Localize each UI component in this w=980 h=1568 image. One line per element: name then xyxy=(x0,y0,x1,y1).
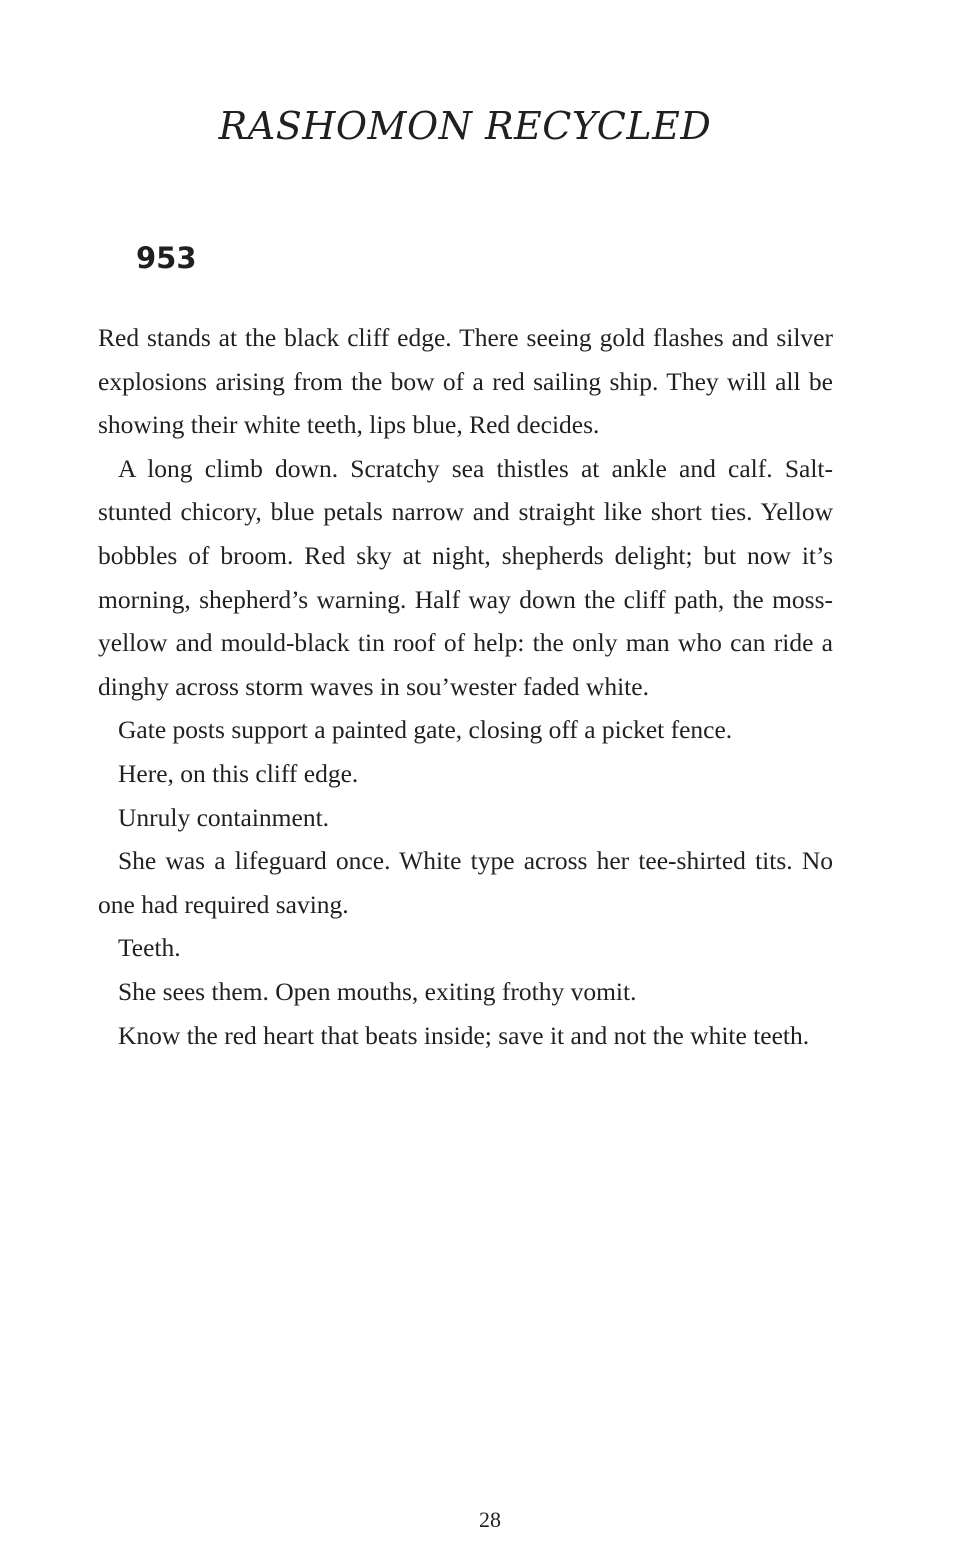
paragraph: Unruly containment. xyxy=(118,802,330,832)
paragraph: A long climb down. Scratchy sea thistles at ankle and calf. Salt-stunted chicory, blue petals narrow and straight like short ties. Yellow bobbles of broom. Red sky at night, shepherds delight; but now it’s morning, shepherd’s warning. Half way down the cliff path, the moss-yellow and mould-black tin roof of help: the only man who can ride a dinghy across storm waves in sou’wester faded white. xyxy=(98,453,833,701)
paragraph: She was a lifeguard once. White type across her tee-shirted tits. No one had required saving. xyxy=(98,846,833,919)
body-text xyxy=(98,316,833,1057)
page-number: 28 xyxy=(479,1507,501,1532)
paragraph: Red stands at the black cliff edge. There seeing gold flashes and silver explosions arising from the bow of a red sailing ship. They will all be showing their white teeth, lips blue, Red decides. xyxy=(98,323,833,440)
running-title: RASHOMON RECYCLED xyxy=(218,104,712,148)
paragraph: Know the red heart that beats inside; save it and not the white teeth. xyxy=(118,1020,810,1050)
section-number: 953 xyxy=(136,241,197,275)
paragraph: Here, on this cliff edge. xyxy=(118,758,359,788)
paragraph: Teeth. xyxy=(118,933,181,963)
paragraph: Gate posts support a painted gate, closing off a picket fence. xyxy=(118,715,733,745)
paragraph: She sees them. Open mouths, exiting frothy vomit. xyxy=(118,976,637,1006)
